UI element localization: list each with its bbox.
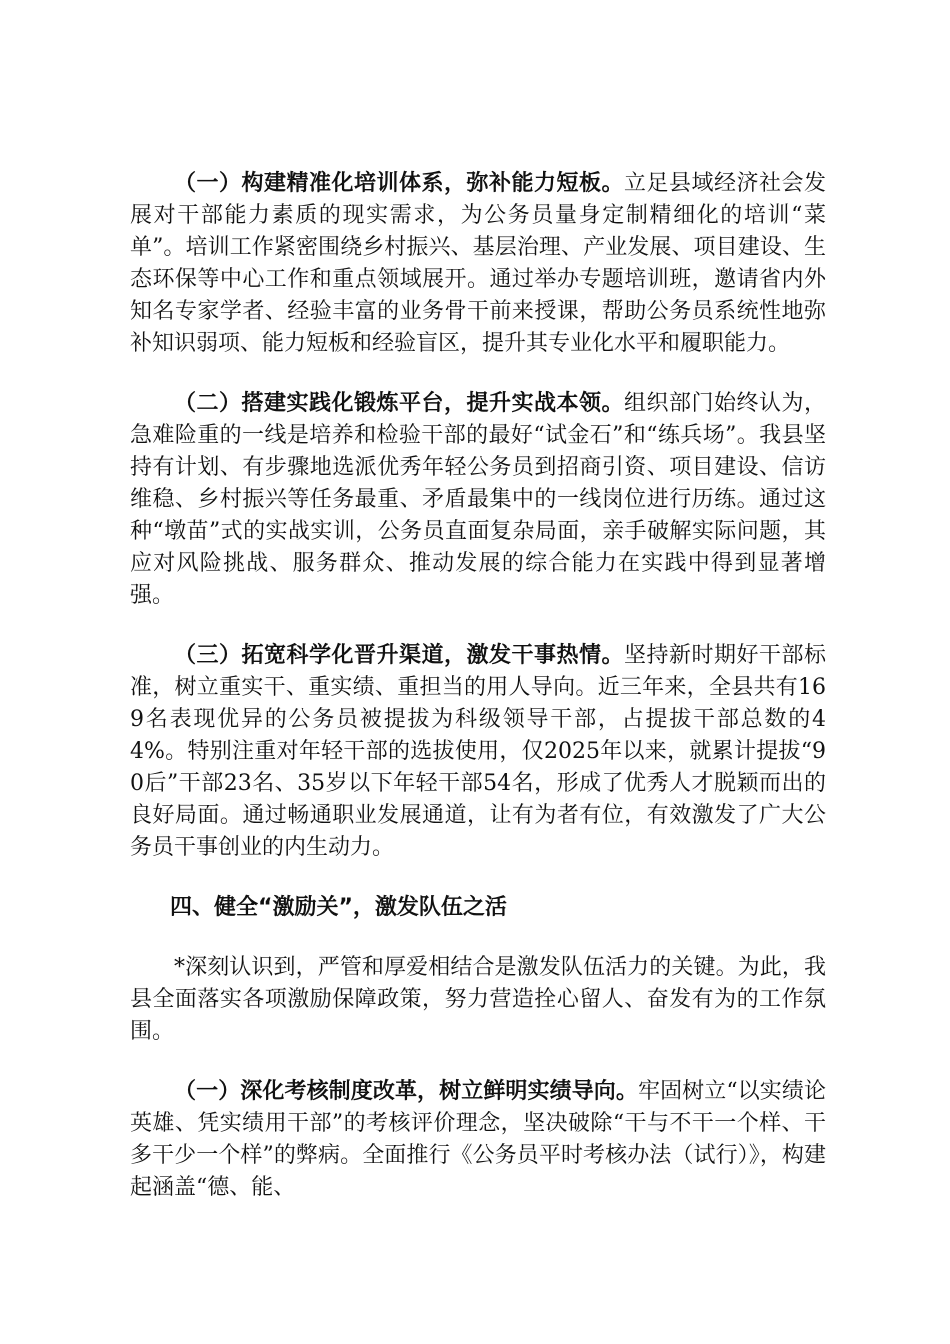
paragraph-body: 组织部门始终认为，急难险重的一线是培养和检验干部的最好“试金石”和“练兵场”。我县坚持有计划、有步骤地选派优秀年轻公务员到招商引资、项目建设、信访维稳、乡村振兴等任务最重、矛盾最集中的一线岗位进行历练。通过这种“墩苗”式的实战实训，公务员直面复杂局面，亲手破解实际问题，其应对风险挑战、服务群众、推动发展的综合能力在实践中得到显著增强。 bbox=[130, 391, 826, 608]
paragraph-body: 坚持新时期好干部标准，树立重实干、重实绩、重担当的用人导向。近三年来，全县共有169名表现优异的公务员被提拔为科级领导干部，占提拔干部总数的44%。特别注重对年轻干部的选拔使用，仅2025年以来，就累计提拔“90后”干部23名、35岁以下年轻干部54名，形成了优秀人才脱颖而出的良好局面。通过畅通职业发展通道，让有为者有位，有效激发了广大公务员干事创业的内生动力。 bbox=[130, 643, 826, 860]
paragraph-assessment-reform bbox=[130, 1076, 826, 1204]
section-intro: *深刻认识到，严管和厚爱相结合是激发队伍活力的关键。为此，我县全面落实各项激励保障政策，努力营造拴心留人、奋发有为的工作氛围。 bbox=[130, 955, 826, 1044]
paragraph-training-system bbox=[130, 168, 826, 360]
paragraph-promotion-channel bbox=[130, 640, 826, 864]
paragraph-body: 立足县域经济社会发展对干部能力素质的现实需求，为公务员量身定制精细化的培训“菜单”。培训工作紧密围绕乡村振兴、基层治理、产业发展、项目建设、生态环保等中心工作和重点领域展开。通过举办专题培训班，邀请省内外知名专家学者、经验丰富的业务骨干前来授课，帮助公务员系统性地弥补知识弱项、能力短板和经验盲区，提升其专业化水平和履职能力。 bbox=[130, 171, 826, 356]
paragraph-lead: （三）拓宽科学化晋升渠道，激发干事热情。 bbox=[174, 643, 624, 668]
paragraph-lead: （一）构建精准化培训体系，弥补能力短板。 bbox=[174, 171, 624, 196]
document-page bbox=[130, 168, 826, 1232]
paragraph-practice-platform bbox=[130, 388, 826, 612]
paragraph-lead: （二）搭建实践化锻炼平台，提升实战本领。 bbox=[174, 391, 624, 416]
paragraph-body: 牢固树立“以实绩论英雄、凭实绩用干部”的考核评价理念，坚决破除“干与不干一个样、干多干少一个样”的弊病。全面推行《公务员平时考核办法（试行）》，构建起涵盖“德、能、 bbox=[130, 1079, 826, 1200]
paragraph-lead: （一）深化考核制度改革，树立鲜明实绩导向。 bbox=[174, 1079, 638, 1104]
section-heading: 四、健全“激励关”，激发队伍之活 bbox=[170, 895, 507, 920]
